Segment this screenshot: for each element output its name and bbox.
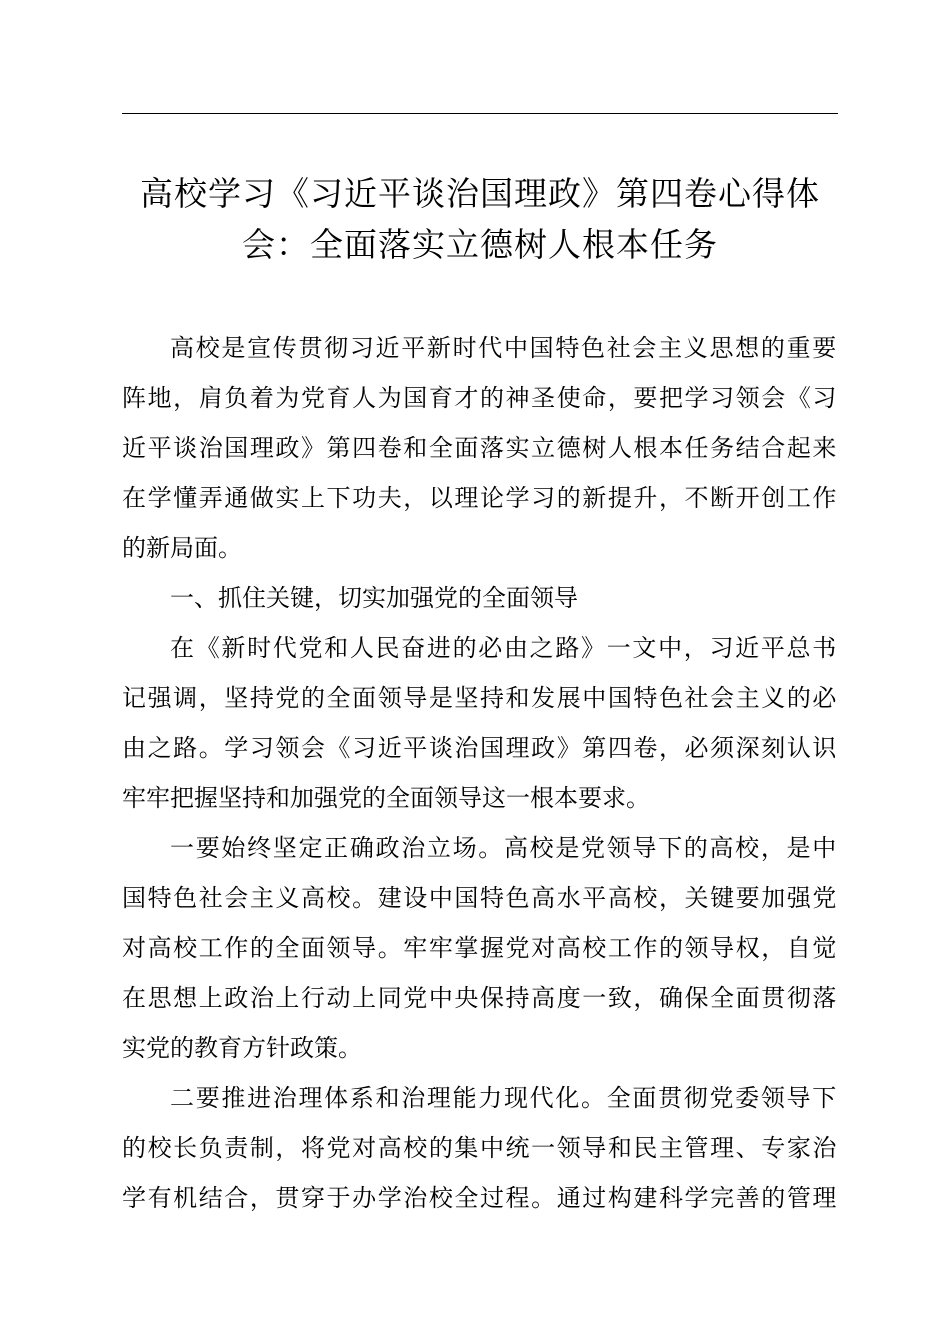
text-line: 的新局面。 [122,534,242,562]
paragraph-leadership [122,623,838,823]
text-line: 由之路。学习领会《习近平谈治国理政》第四卷，必须深刻认识 [122,734,838,762]
text-line: 二要推进治理体系和治理能力现代化。全面贯彻党委领导下 [170,1084,838,1112]
text-line: 记强调，坚持党的全面领导是坚持和发展中国特色社会主义的必 [122,684,838,712]
title-line-1: 高校学习《习近平谈治国理政》第四卷心得体 [140,174,820,213]
text-line: 一要始终坚定正确政治立场。高校是党领导下的高校，是中 [170,834,838,862]
text-line: 实党的教育方针政策。 [122,1034,362,1062]
paragraph-political-stance [122,823,838,1073]
text-line: 对高校工作的全面领导。牢牢掌握党对高校工作的领导权，自觉 [122,934,838,962]
text-line: 阵地，肩负着为党育人为国育才的神圣使命，要把学习领会《习 [122,384,838,412]
text-line: 牢牢把握坚持和加强党的全面领导这一根本要求。 [122,784,650,812]
text-line: 学有机结合，贯穿于办学治校全过程。通过构建科学完善的管理 [122,1184,838,1212]
section-heading-1 [122,573,838,623]
text-line: 在思想上政治上行动上同党中央保持高度一致，确保全面贯彻落 [122,984,838,1012]
text-line: 在《新时代党和人民奋进的必由之路》一文中，习近平总书 [170,634,838,662]
paragraph-governance [122,1073,838,1223]
text-line: 近平谈治国理政》第四卷和全面落实立德树人根本任务结合起来 [122,434,838,462]
document-body [122,323,838,1223]
text-line: 国特色社会主义高校。建设中国特色高水平高校，关键要加强党 [122,884,838,912]
text-line: 的校长负责制，将党对高校的集中统一领导和民主管理、专家治 [122,1134,838,1162]
text-line: 高校是宣传贯彻习近平新时代中国特色社会主义思想的重要 [170,334,838,362]
paragraph-intro [122,323,838,573]
header-rule [122,113,838,114]
document-title [122,168,838,270]
title-line-2: 会：全面落实立德树人根本任务 [242,225,718,264]
text-line: 一、抓住关键，切实加强党的全面领导 [170,584,578,612]
text-line: 在学懂弄通做实上下功夫，以理论学习的新提升，不断开创工作 [122,484,838,512]
